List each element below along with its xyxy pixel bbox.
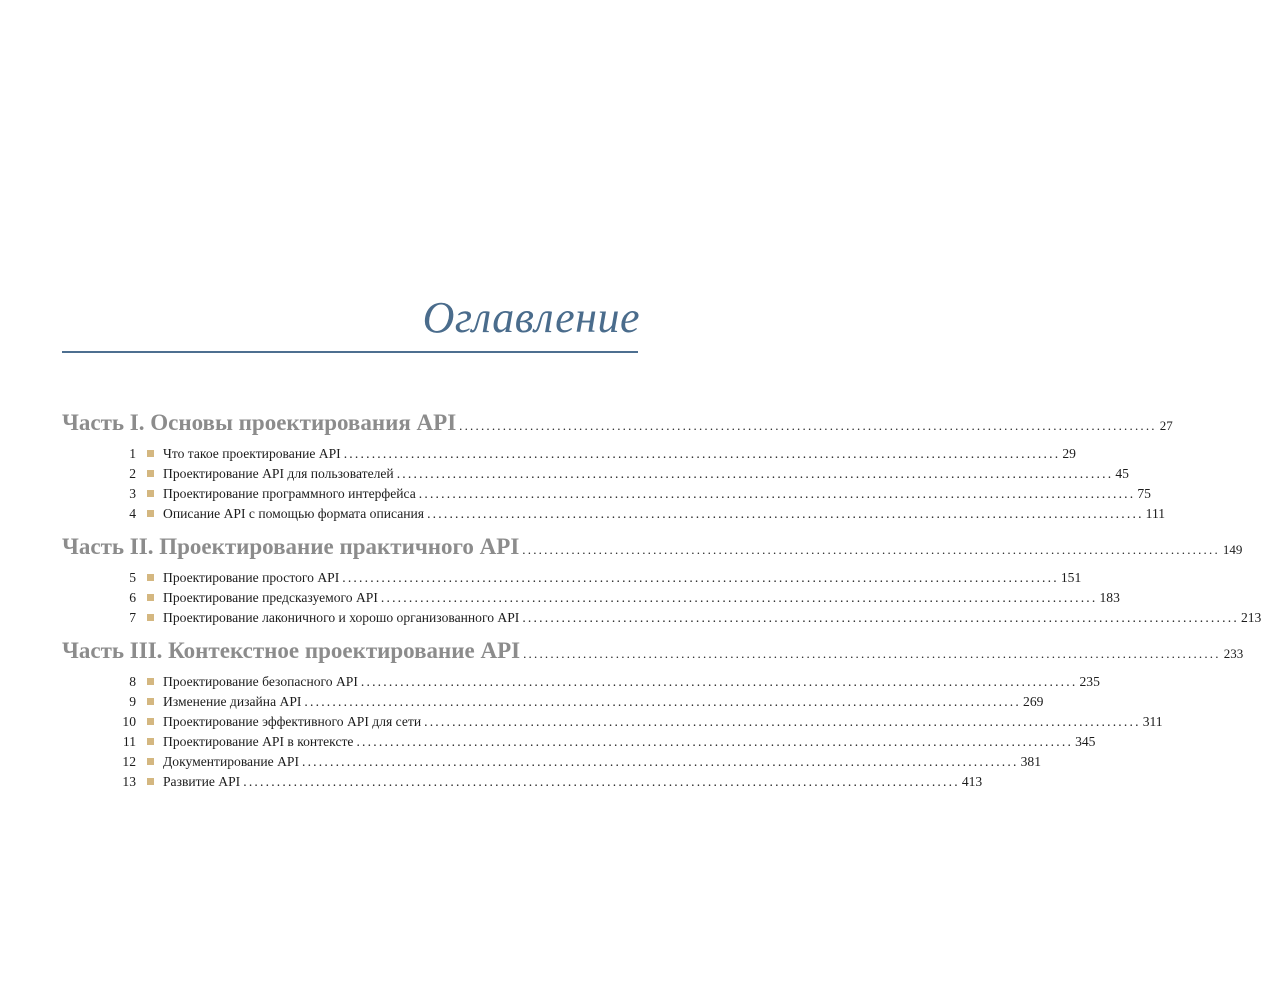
chapter-entry[interactable] xyxy=(62,486,1151,506)
square-bullet-icon xyxy=(147,614,154,621)
page-number: 233 xyxy=(1223,646,1244,661)
page-number: 183 xyxy=(1099,590,1120,605)
dot-leader: ................................................................................................................................ xyxy=(343,446,1061,461)
chapter-entry[interactable] xyxy=(62,570,1082,590)
chapter-number: 10 xyxy=(122,714,136,729)
table-of-contents xyxy=(62,410,1261,802)
chapter-entry[interactable] xyxy=(62,774,983,794)
page-number: 151 xyxy=(1060,570,1082,585)
chapter-title: Проектирование безопасного API xyxy=(163,674,358,689)
square-bullet-icon xyxy=(147,470,154,477)
chapter-title: Изменение дизайна API xyxy=(163,694,302,709)
chapter-title: Проектирование API для пользователей xyxy=(163,466,394,481)
chapter-entry[interactable] xyxy=(62,714,1163,734)
chapter-title: Проектирование простого API xyxy=(163,570,340,585)
square-bullet-icon xyxy=(147,678,154,685)
chapter-entry[interactable] xyxy=(62,466,1129,486)
chapter-number: 6 xyxy=(129,590,136,605)
dot-leader: ................................................................................................................................ xyxy=(301,754,1019,769)
dot-leader: ................................................................................................................................ xyxy=(523,646,1221,661)
square-bullet-icon xyxy=(147,778,154,785)
page-number: 413 xyxy=(961,774,983,789)
dot-leader: ................................................................................................................................ xyxy=(522,610,1239,625)
square-bullet-icon xyxy=(147,738,154,745)
part-1-entry[interactable] xyxy=(62,410,1173,444)
chapter-number: 7 xyxy=(129,610,136,625)
page-number: 311 xyxy=(1142,714,1163,729)
chapter-title: Проектирование лаконичного и хорошо организованного API xyxy=(163,610,520,625)
page-number: 75 xyxy=(1137,486,1151,501)
title-divider xyxy=(62,351,638,353)
chapter-title: Проектирование программного интерфейса xyxy=(163,486,416,501)
page-number: 269 xyxy=(1023,694,1044,709)
square-bullet-icon xyxy=(147,490,154,497)
part-2-chapters xyxy=(62,570,1261,630)
square-bullet-icon xyxy=(147,594,154,601)
chapter-number: 2 xyxy=(129,466,136,481)
chapter-entry[interactable] xyxy=(62,674,1100,694)
chapter-title: Описание API с помощью формата описания xyxy=(163,506,425,521)
dot-leader: ................................................................................................................................ xyxy=(427,506,1144,521)
chapter-title: Что такое проектирование API xyxy=(163,446,341,461)
chapter-entry[interactable] xyxy=(62,694,1044,714)
toc-title: Оглавление xyxy=(422,293,640,342)
chapter-title: Документирование API xyxy=(163,754,299,769)
chapter-number: 1 xyxy=(129,446,136,461)
square-bullet-icon xyxy=(147,450,154,457)
chapter-title: Проектирование предсказуемого API xyxy=(163,590,378,605)
dot-leader: ................................................................................................................................ xyxy=(418,486,1136,501)
dot-leader: ................................................................................................................................ xyxy=(380,590,1098,605)
page-number: 235 xyxy=(1079,674,1100,689)
square-bullet-icon xyxy=(147,510,154,517)
page-number: 29 xyxy=(1062,446,1076,461)
part-2-entry[interactable] xyxy=(62,534,1243,568)
dot-leader: ................................................................................................................................ xyxy=(342,570,1059,585)
square-bullet-icon xyxy=(147,574,154,581)
chapter-title: Проектирование эффективного API для сети xyxy=(163,714,422,729)
page-number: 149 xyxy=(1222,542,1243,557)
dot-leader: ................................................................................................................................ xyxy=(459,418,1157,433)
chapter-entry[interactable] xyxy=(62,610,1261,630)
chapter-number: 12 xyxy=(122,754,136,769)
dot-leader: ................................................................................................................................ xyxy=(304,694,1022,709)
page-number: 27 xyxy=(1159,418,1173,433)
dot-leader: ................................................................................................................................ xyxy=(522,542,1220,557)
chapter-entry[interactable] xyxy=(62,734,1096,754)
page-number: 111 xyxy=(1145,506,1166,521)
square-bullet-icon xyxy=(147,718,154,725)
chapter-number: 5 xyxy=(129,570,136,585)
chapter-number: 4 xyxy=(129,506,136,521)
page-number: 45 xyxy=(1115,466,1129,481)
chapter-entry[interactable] xyxy=(62,446,1076,466)
part-3-chapters xyxy=(62,674,1163,794)
part-1-chapters xyxy=(62,446,1166,526)
dot-leader: ................................................................................................................................ xyxy=(424,714,1141,729)
part-3-entry[interactable] xyxy=(62,638,1244,672)
page-number: 345 xyxy=(1075,734,1096,749)
square-bullet-icon xyxy=(147,758,154,765)
chapter-title: Проектирование API в контексте xyxy=(163,734,354,749)
page-number: 381 xyxy=(1020,754,1041,769)
dot-leader: ................................................................................................................................ xyxy=(360,674,1078,689)
part-title: Часть I. Основы проектирования API xyxy=(62,410,457,435)
chapter-number: 9 xyxy=(129,694,136,709)
chapter-entry[interactable] xyxy=(62,506,1166,526)
chapter-entry[interactable] xyxy=(62,754,1041,774)
dot-leader: ................................................................................................................................ xyxy=(243,774,960,789)
part-title: Часть II. Проектирование практичного API xyxy=(62,534,520,559)
chapter-number: 3 xyxy=(129,486,136,501)
chapter-number: 8 xyxy=(129,674,136,689)
part-title: Часть III. Контекстное проектирование API xyxy=(62,638,521,663)
chapter-entry[interactable] xyxy=(62,590,1120,610)
dot-leader: ................................................................................................................................ xyxy=(356,734,1074,749)
chapter-number: 11 xyxy=(122,734,136,749)
square-bullet-icon xyxy=(147,698,154,705)
chapter-number: 13 xyxy=(122,774,136,789)
page-number: 213 xyxy=(1240,610,1261,625)
dot-leader: ................................................................................................................................ xyxy=(396,466,1114,481)
chapter-title: Развитие API xyxy=(163,774,241,789)
